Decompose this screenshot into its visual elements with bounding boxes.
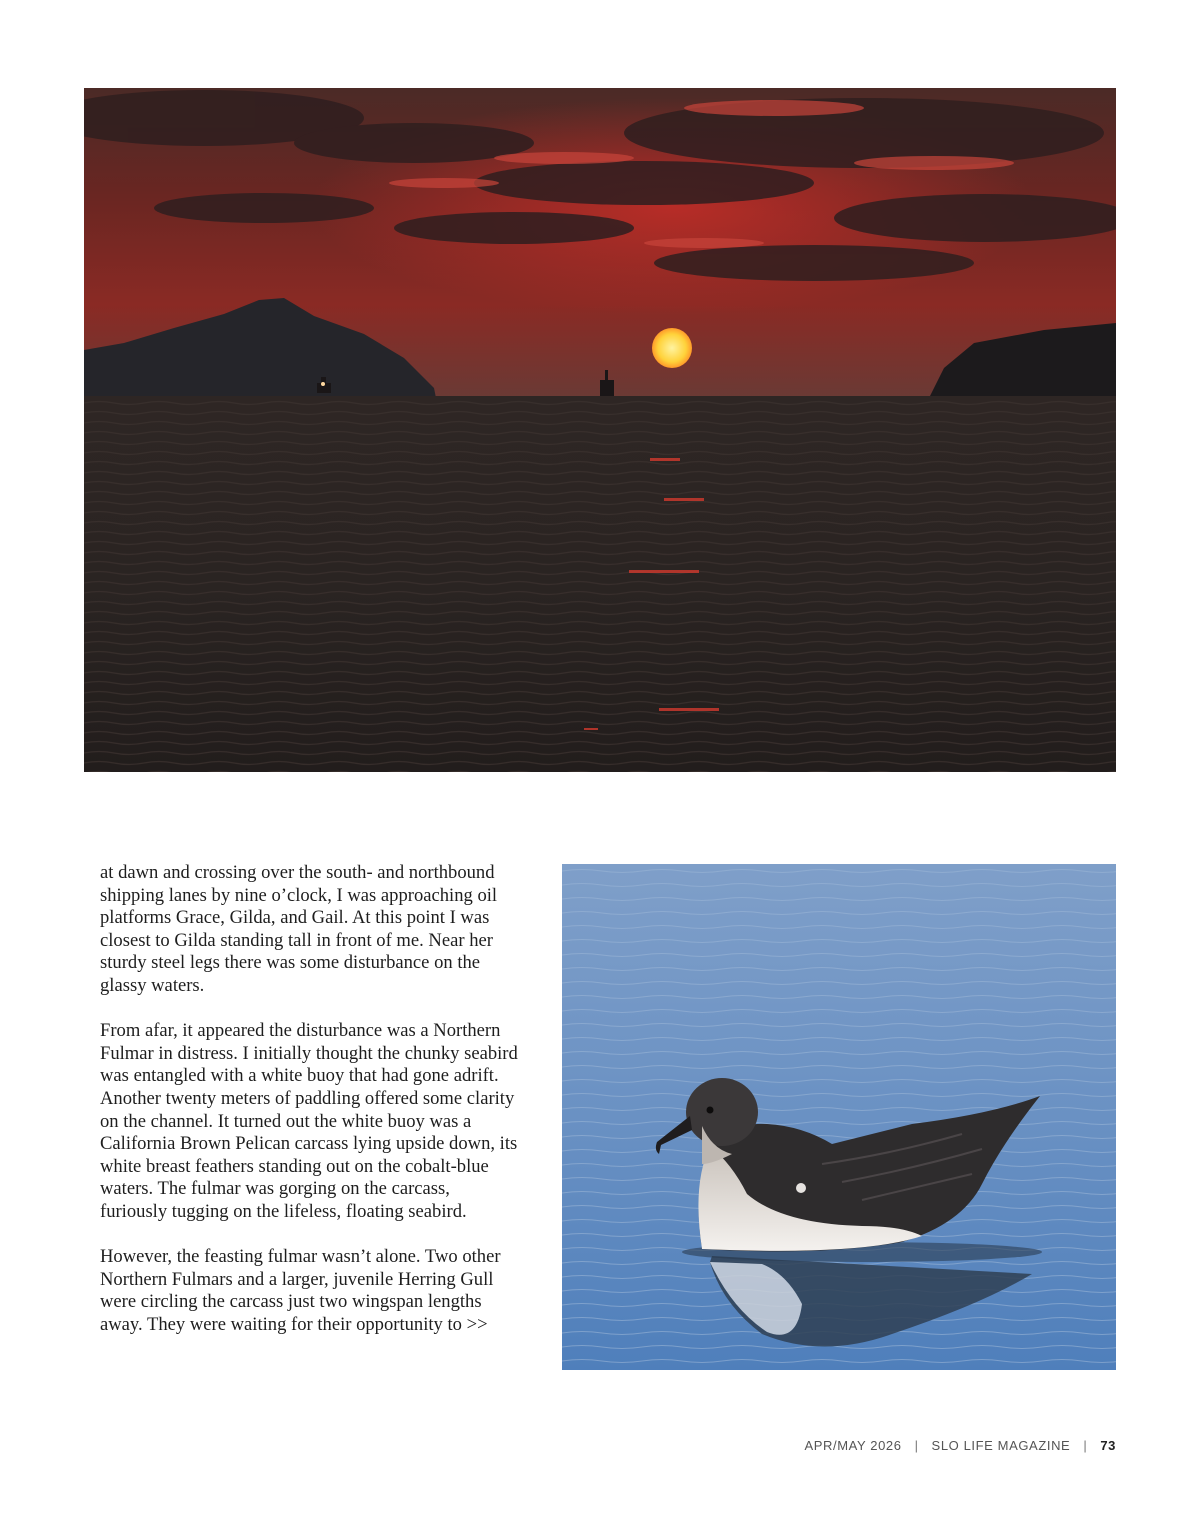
page-footer xyxy=(805,1438,1116,1453)
publication-name: SLO LIFE MAGAZINE xyxy=(931,1438,1071,1453)
article-paragraph: From afar, it appeared the disturbance was a Northern Fulmar in distress. I initially thought the chunky seabird was entangled with a white buoy that had gone adrift. Another twenty meters of paddling offered some clarity on the channel. It turned out the white buoy was a California Brown Pelican carcass lying upside down, its white breast feathers standing out on the cobalt-blue waters. The fulmar was gorging on the carcass, furiously tugging on the lifeless, floating seabird. xyxy=(100,1020,518,1222)
shearwater-photo xyxy=(562,864,1116,1370)
article-body xyxy=(100,862,520,1359)
article-paragraph: However, the feasting fulmar wasn’t alone. Two other Northern Fulmars and a larger, juvenile Herring Gull were circling the carcass just two wingspan lengths away. They were waiting for their opportunity to >> xyxy=(100,1246,501,1335)
footer-separator: | xyxy=(914,1438,919,1453)
sunset-illustration xyxy=(84,88,1116,772)
footer-separator: | xyxy=(1083,1438,1088,1453)
article-paragraph: at dawn and crossing over the south- and northbound shipping lanes by nine o’clock, I was approaching oil platforms Grace, Gilda, and Gail. At this point I was closest to Gilda standing tall in front of me. Near her sturdy steel legs there was some disturbance on the glassy waters. xyxy=(100,862,498,996)
page-number: 73 xyxy=(1100,1438,1116,1453)
seabird-illustration xyxy=(562,864,1116,1370)
sunset-photo xyxy=(84,88,1116,772)
issue-date: APR/MAY 2026 xyxy=(804,1438,902,1453)
